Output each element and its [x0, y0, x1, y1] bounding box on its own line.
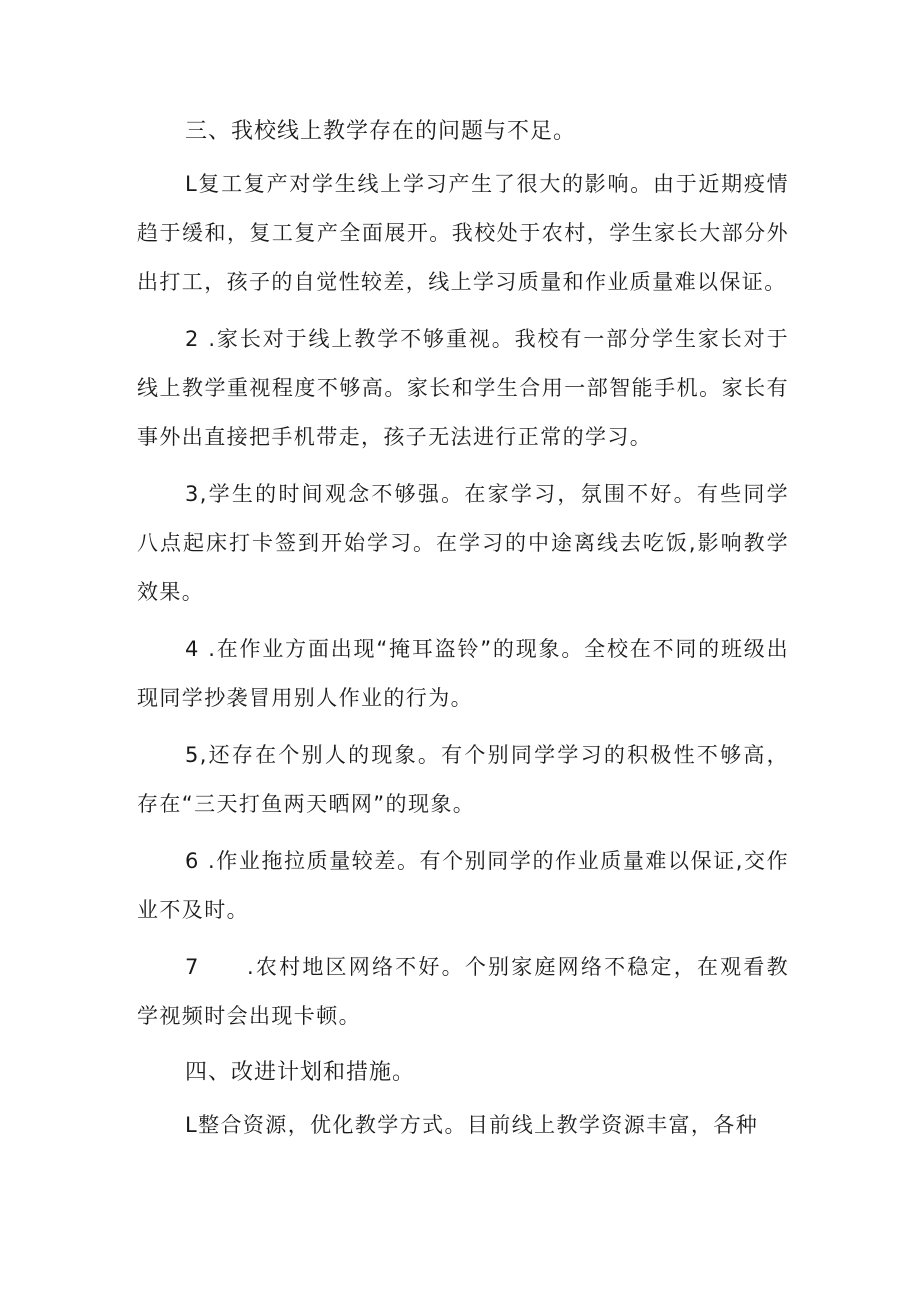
- paragraph-item-6: 6 .作业拖拉质量较差。有个别同学的作业质量难以保证,交作业不及时。: [137, 849, 789, 922]
- paragraph-item-1: L复工复产对学生线上学习产生了很大的影响。由于近期疫情趋于缓和，复工复产全面展开。我校处于农村，学生家长大部分外出打工，孩子的自觉性较差，线上学习质量和作业质量难以保证。: [137, 172, 789, 294]
- document-body: [137, 108, 789, 1150]
- paragraph-item-5: 5,还存在个别人的现象。有个别同学学习的积极性不够高，存在“三天打鱼两天晒网”的现象。: [137, 743, 789, 816]
- paragraph-item-4: 4 .在作业方面出现“掩耳盗铃”的现象。全校在不同的班级出现同学抄袭冒用别人作业的行为。: [137, 637, 789, 710]
- paragraph-improvement-1: L整合资源，优化教学方式。目前线上教学资源丰富，各种: [185, 1113, 759, 1137]
- paragraph-item-2: 2 .家长对于线上教学不够重视。我校有一部分学生家长对于线上教学重视程度不够高。家长和学生合用一部智能手机。家长有事外出直接把手机带走，孩子无法进行正常的学习。: [137, 327, 789, 449]
- section-heading-problems: 三、我校线上教学存在的问题与不足。: [185, 119, 577, 144]
- paragraph-item-3: 3,学生的时间观念不够强。在家学习，氛围不好。有些同学八点起床打卡签到开始学习。在学习的中途离线去吃饭,影响教学效果。: [137, 482, 789, 604]
- paragraph-item-7: 7 .农村地区网络不好。个别家庭网络不稳定，在观看教学视频时会出现卡顿。: [137, 955, 789, 1028]
- section-heading-improvements: 四、改进计划和措施。: [185, 1060, 416, 1085]
